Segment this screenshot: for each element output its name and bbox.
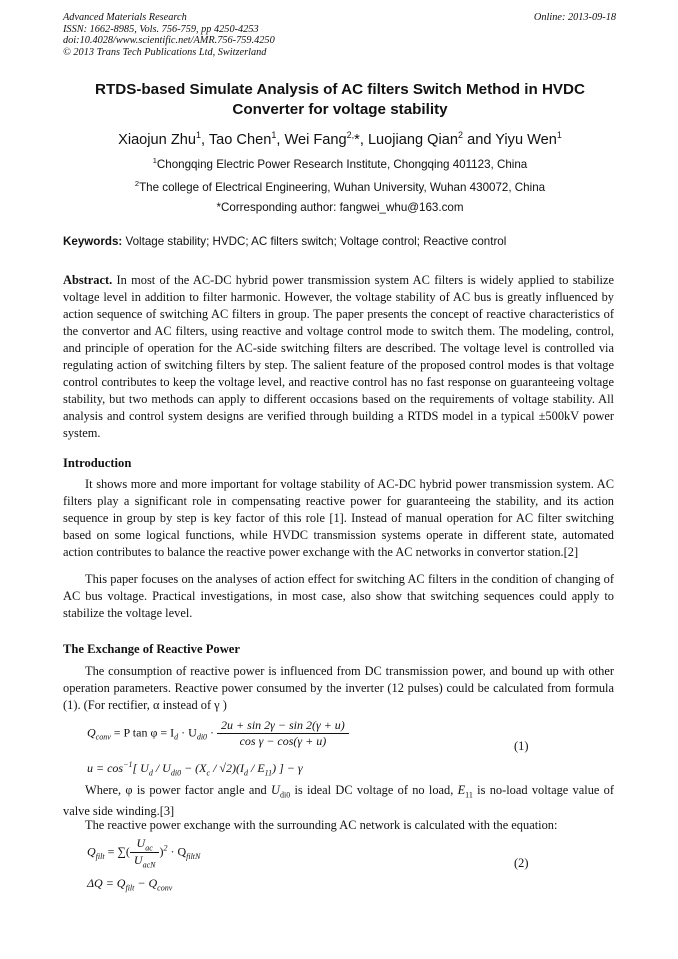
corresponding-author: *Corresponding author: fangwei_whu@163.com	[216, 201, 464, 214]
eq-subscript: c	[206, 768, 211, 778]
eq-subscript: conv	[157, 883, 173, 893]
eq-text: ΔQ = Q	[87, 876, 126, 890]
affil-text: Chongqing Electric Power Research Institute, Chongqing 401123, China	[156, 157, 528, 171]
symbol-udi0: U	[271, 783, 280, 797]
eq-text: ·	[207, 725, 215, 740]
equation-2-line-2	[87, 876, 172, 892]
author-name: , Wei Fang	[276, 131, 347, 148]
eq-text: [ U	[132, 761, 149, 775]
eq-text: )	[159, 844, 164, 859]
symbol-subscript: 11	[465, 790, 473, 800]
affil-text: The college of Electrical Engineering, Wuhan University, Wuhan 430072, China	[139, 180, 546, 194]
eq-superscript: −1	[123, 760, 133, 769]
equation-1-line-1	[87, 718, 349, 749]
equation-number-2: (2)	[514, 856, 529, 870]
affiliation-2	[40, 179, 640, 194]
eq-text: − (X	[181, 761, 207, 775]
eq-text: ) ] − γ	[272, 761, 303, 775]
eq-fraction	[217, 718, 349, 749]
copyright-line: © 2013 Trans Tech Publications Ltd, Switzerland	[63, 46, 267, 58]
author-list	[40, 130, 640, 148]
paper-title	[70, 80, 610, 119]
where-paragraph	[63, 782, 614, 820]
intro-paragraph-2: This paper focuses on the analyses of action effect for switching AC filters in the condition of changing of AC bus voltage. Practical investigations, in most case, also show that switching sequences could apply to stabilize the voltage level.	[63, 572, 614, 620]
fraction-numerator	[130, 836, 160, 853]
eq-text: = ∑(	[104, 844, 130, 859]
eq-text: / E	[248, 761, 265, 775]
eq-subscript: filtN	[186, 852, 201, 862]
author-affil-mark: 2,	[346, 130, 355, 140]
eq-text: − Q	[134, 876, 158, 890]
reactive-paragraph-1: The consumption of reactive power is influenced from DC transmission power, and bound up with other operation parameters. Reactive power consumed by the inverter (12 pulses) could be calculated from formula (1). (For rectifier, α instead of γ )	[63, 664, 614, 712]
section-heading-introduction: Introduction	[63, 456, 132, 470]
doi-line: doi:10.4028/www.scientific.net/AMR.756-759.4250	[63, 35, 275, 47]
affil-number: 2	[134, 179, 140, 188]
eq-symbol: Q	[87, 844, 96, 859]
eq-superscript: 2	[163, 843, 168, 853]
equation-1-line-2	[87, 760, 303, 777]
eq-subscript: d	[244, 768, 248, 778]
eq-subscript: filt	[125, 883, 135, 893]
author-name: , Tao Chen	[201, 131, 272, 148]
symbol-e11: E	[457, 783, 466, 797]
fraction-denominator	[130, 853, 160, 869]
title-line-1: RTDS-based Simulate Analysis of AC filters Switch Method in HVDC	[94, 81, 585, 98]
eq-fraction	[130, 836, 160, 870]
eq-subscript: di0	[196, 732, 208, 742]
abstract-text: In most of the AC-DC hybrid power transmission system AC filters is widely applied to stabilize voltage level in addition to filter harmonic. However, the voltage stability of AC bus is greatly influenced by action sequence of switching AC filters in group. The paper presents the concept of reactive characteristics of the convertor and AC filters, using reactive and voltage control mode to switch them. The modeling, control, and principle of operation for the AC-side switching filters are described. The voltage level is controlled via regulating action of switching filters by step. The salient feature of the proposed control modes is that voltage control contributes to keep the voltage level, and reactive control has no fast response on guaranteeing voltage stability, but two methods can apply to different occasions based on the requirements of voltage stability. All analysis and control system designs are verified through building a RTDS model in a typical ±500kV power system.	[63, 273, 614, 440]
keywords-text: Voltage stability; HVDC; AC filters switch; Voltage control; Reactive control	[122, 235, 507, 248]
abstract-label: Abstract.	[63, 273, 113, 287]
fraction-numerator: 2u + sin 2γ − sin 2(γ + u)	[217, 718, 349, 734]
symbol-subscript: di0	[279, 790, 291, 800]
keywords-label: Keywords:	[63, 235, 123, 248]
author-affil-mark: 1	[556, 130, 562, 140]
eq-subscript: ac	[145, 843, 153, 853]
author-affil-mark: 1	[195, 130, 201, 140]
journal-name: Advanced Materials Research	[63, 12, 187, 23]
eq-subscript: di0	[170, 768, 182, 778]
eq-subscript: acN	[142, 860, 156, 870]
eq-symbol: U	[133, 853, 143, 868]
author-name: Xiaojun Zhu	[118, 131, 196, 148]
section-heading-reactive-power: The Exchange of Reactive Power	[63, 642, 240, 656]
eq-text: u = cos	[87, 761, 124, 775]
author-name: *, Luojiang Qian	[354, 131, 459, 148]
fraction-denominator: cos γ − cos(γ + u)	[239, 734, 327, 748]
eq-subscript: conv	[95, 732, 111, 742]
eq-text: / √2)(I	[210, 761, 244, 775]
eq-text: · U	[178, 725, 197, 740]
author-affil-mark: 2	[458, 130, 464, 140]
eq-subscript: d	[174, 732, 179, 742]
eq-subscript: filt	[95, 852, 105, 862]
abstract	[63, 272, 614, 442]
title-line-2: Converter for voltage stability	[232, 100, 448, 118]
where-text: is no-load voltage value of valve side winding.[3]	[63, 783, 614, 819]
eq-text: · Q	[167, 844, 187, 859]
equation-number-1: (1)	[514, 739, 529, 753]
eq-text: / U	[152, 761, 171, 775]
author-affil-mark: 1	[271, 130, 277, 140]
intro-paragraph-1: It shows more and more important for voltage stability of AC-DC hybrid power transmission system. AC filters play a significant role in compensating reactive power for guaranteeing the stability, and its action sequence in group by step is key factor of this role [1]. Instead of manual operation for AC filter switching based on some logical functions, while HVDC transmission systems operate in different state, automated action contributes to balance the reactive power exchange with the AC networks in convertor station.[2]	[63, 477, 614, 559]
keywords	[63, 235, 506, 248]
reactive-paragraph-2: The reactive power exchange with the surrounding AC network is calculated with the equation:	[85, 818, 558, 832]
affil-number: 1	[152, 156, 157, 165]
eq-subscript: d	[148, 768, 153, 778]
eq-symbol: U	[136, 836, 146, 850]
where-text: is ideal DC voltage of no load,	[290, 783, 458, 797]
where-text: Where, φ is power factor angle and	[85, 783, 272, 797]
author-name: and Yiyu Wen	[463, 131, 557, 148]
eq-text: = P tan φ = I	[110, 725, 175, 740]
online-date: Online: 2013-09-18	[533, 12, 616, 23]
journal-header	[63, 12, 275, 58]
issn-line: ISSN: 1662-8985, Vols. 756-759, pp 4250-4253	[63, 23, 259, 35]
eq-symbol: Q	[87, 725, 96, 740]
eq-subscript: 11	[264, 768, 273, 778]
equation-2-line-1	[87, 836, 200, 870]
affiliation-1	[40, 156, 640, 171]
